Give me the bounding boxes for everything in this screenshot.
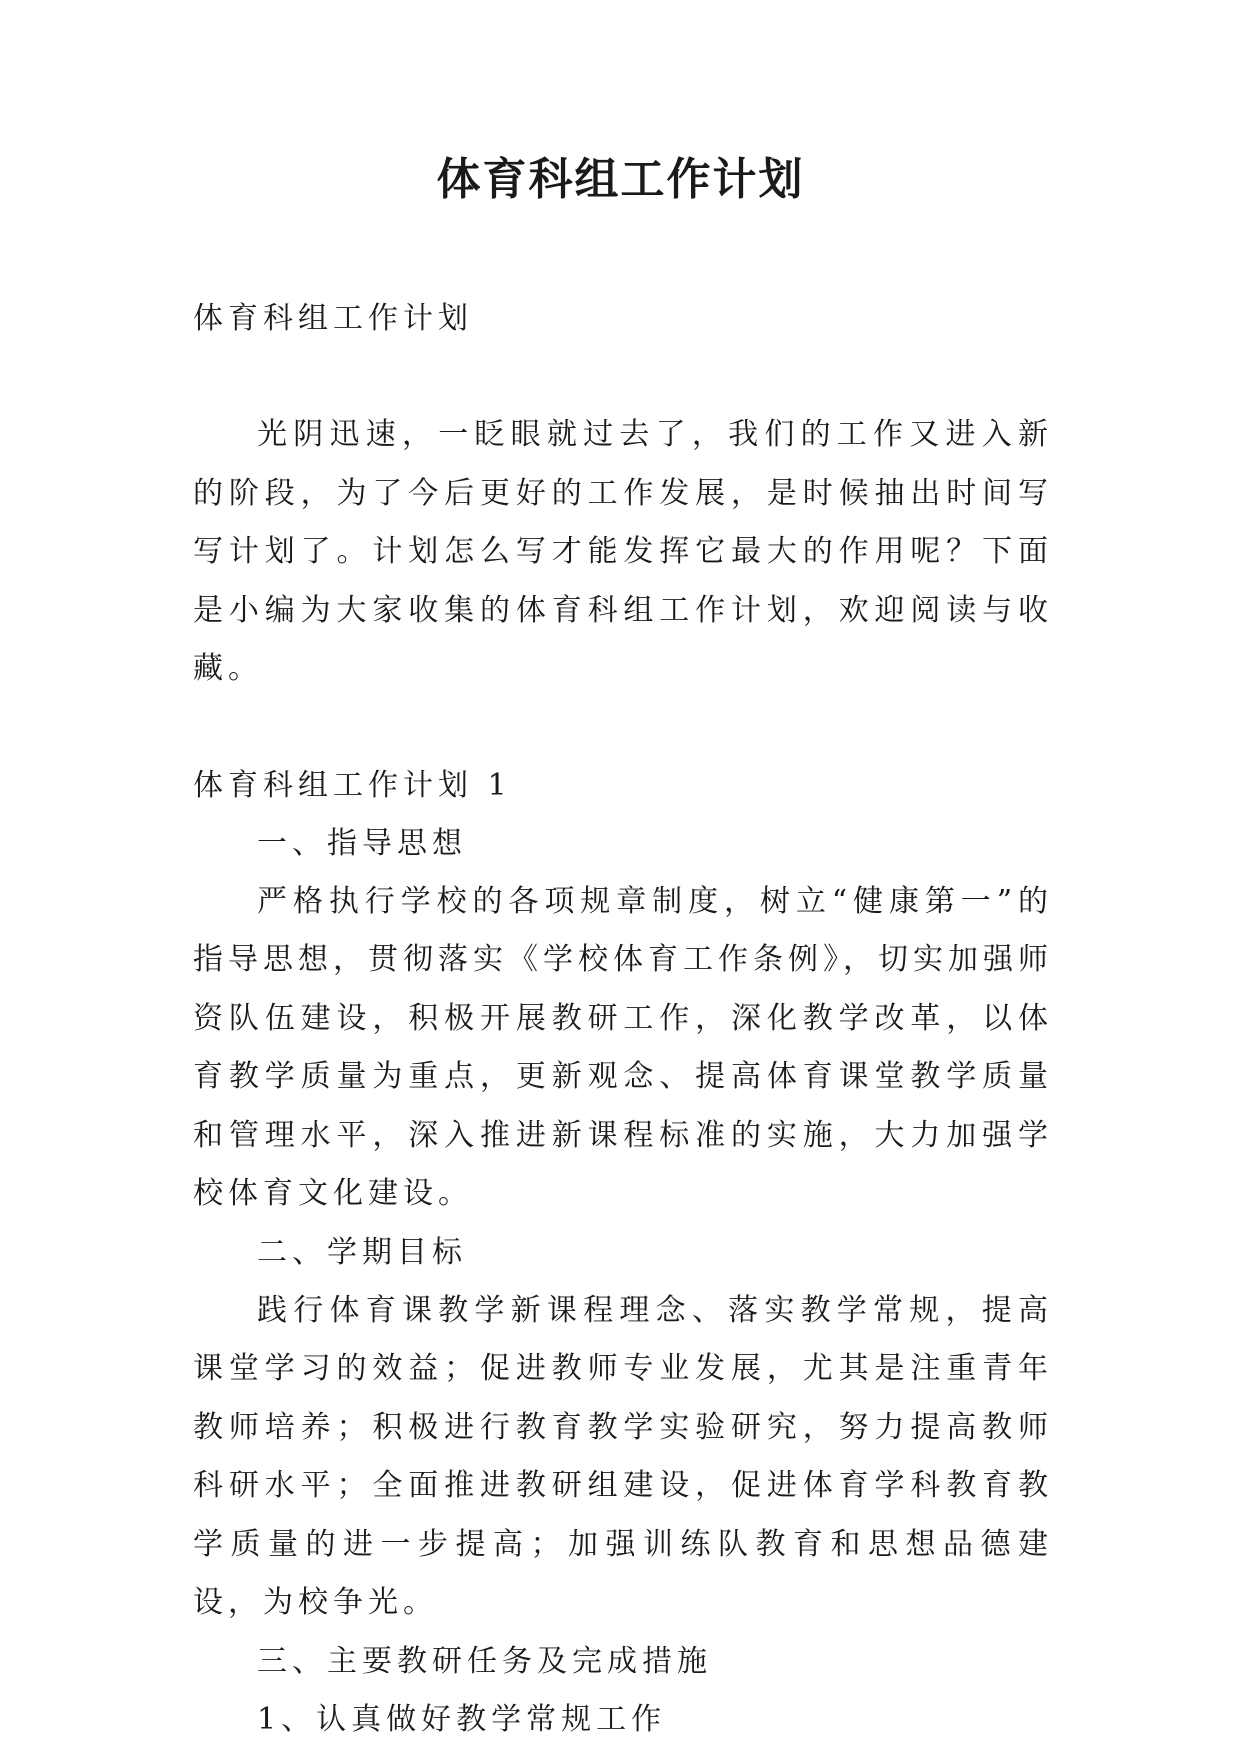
document-subtitle: 体育科组工作计划 [193, 301, 473, 336]
list-item-teaching-routine: 1、认真做好教学常规工作 [257, 1701, 667, 1737]
paragraph-guiding-ideology: 严格执行学校的各项规章制度，树立“健康第一”的指导思想，贯彻落实《学校体育工作条例》，切实加强师资队伍建设，积极开展教研工作，深化教学改革，以体育教学质量为重点，更新观念、提高体育课堂教学质量和管理水平，深入推进新课程标准的实施，大力加强学校体育文化建设。 [193, 883, 1053, 1211]
heading-guiding-ideology: 一、指导思想 [257, 825, 467, 861]
document-title: 体育科组工作计划 [436, 154, 805, 205]
spacer [193, 348, 1053, 406]
spacer [193, 699, 1053, 757]
heading-main-tasks: 三、主要教研任务及完成措施 [257, 1643, 712, 1679]
document-body [193, 290, 1053, 1749]
section-title: 体育科组工作计划 1 [193, 767, 512, 803]
heading-semester-goals: 二、学期目标 [257, 1234, 467, 1270]
paragraph-semester-goals: 践行体育课教学新课程理念、落实教学常规，提高课堂学习的效益；促进教师专业发展，尤其是注重青年教师培养；积极进行教育教学实验研究，努力提高教师科研水平；全面推进教研组建设，促进体育学科教育教学质量的进一步提高；加强训练队教育和思想品德建设，为校争光。 [193, 1292, 1053, 1620]
intro-paragraph: 光阴迅速，一眨眼就过去了，我们的工作又进入新的阶段，为了今后更好的工作发展，是时候抽出时间写写计划了。计划怎么写才能发挥它最大的作用呢？下面是小编为大家收集的体育科组工作计划，欢迎阅读与收藏。 [193, 417, 1053, 686]
